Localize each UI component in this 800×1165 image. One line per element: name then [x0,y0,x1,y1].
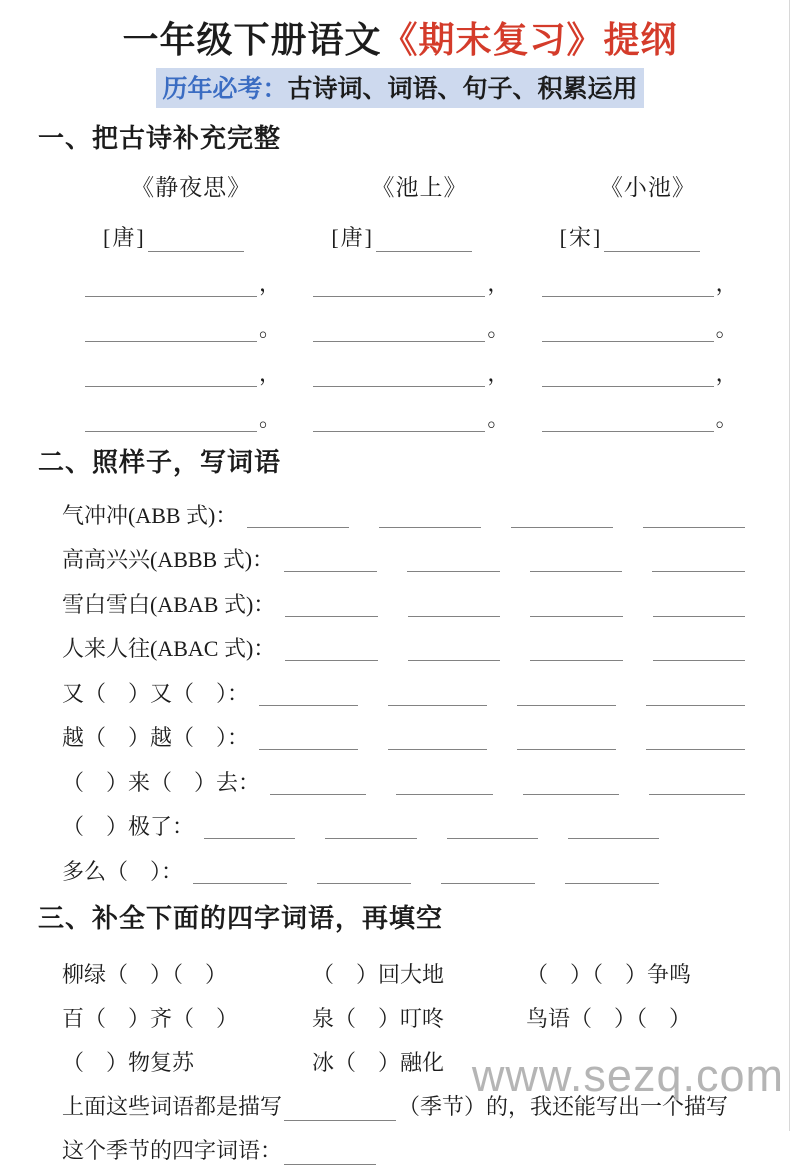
sentence-text: 这个季节的四字词语： [62,1137,283,1163]
poem-title: 《小池》 [599,175,696,200]
line-punctuation: ， [487,271,510,296]
word-row-abac [62,621,745,666]
answer-blanks [259,685,745,710]
poem-line [313,387,525,432]
dynasty-label: [唐] [331,225,374,250]
fill-sentence-line-2 [62,1121,760,1165]
line-punctuation: 。 [259,316,282,341]
poem-blank-line [313,272,485,297]
word-blank-line [284,1144,376,1165]
sentence-text: （季节）的，我还能写出一个描写 [398,1093,729,1119]
answer-blank-line [379,507,481,528]
answer-blank-line [193,863,287,884]
phrase-row [62,945,760,989]
word-row-label: 越（ ）越（ ）： [62,725,250,750]
poem-blank-line [85,317,257,342]
poems-grid [85,169,754,432]
poem-blank-line [542,362,714,387]
line-punctuation: ， [487,361,510,386]
answer-blanks [204,818,659,843]
poem-line [542,342,754,387]
answer-blank-line [441,863,535,884]
answer-blank-line [317,863,411,884]
answer-blank-line [388,685,487,706]
answer-blank-line [284,551,377,572]
subtitle-label: 历年必考： [162,76,288,103]
phrase-cell: 柳绿（ ）（ ） [62,961,228,987]
word-row-abab [62,576,745,621]
answer-blanks [193,863,659,888]
answer-blanks [270,774,745,799]
poem-blank-line [313,317,485,342]
poem-blank-line [542,407,714,432]
poem-author-row [331,218,525,252]
word-row-label: 人来人往(ABAC 式)： [62,636,276,661]
answer-blank-line [646,729,745,750]
answer-blank-line [568,818,659,839]
line-punctuation: 。 [715,406,738,431]
answer-blank-line [643,507,745,528]
answer-blank-line [408,596,500,617]
page-title-red: 《期末复习》提纲 [381,20,678,60]
sentence-text: 上面这些词语都是描写 [62,1093,283,1119]
poem-line [85,387,297,432]
answer-blank-line [653,596,745,617]
author-blank-line [604,227,700,252]
poem-line [542,252,754,297]
answer-blank-line [653,640,745,661]
dynasty-label: [宋] [559,225,603,250]
page-title [0,0,800,63]
answer-blank-line [408,640,500,661]
poem-line [313,342,525,387]
answer-blank-line [646,685,745,706]
poem-line [313,252,525,297]
answer-blank-line [511,507,613,528]
poem-blank-line [542,317,714,342]
poem-blank-line [85,407,257,432]
line-punctuation: ， [259,361,282,386]
word-pattern-list [0,487,800,888]
answer-blank-line [523,774,619,795]
answer-blank-line [259,729,358,750]
word-row-you-you [62,665,745,710]
section-1-heading: 一、把古诗补充完整 [38,123,282,153]
answer-blank-line [517,729,616,750]
word-row-label: 高高兴兴(ABBB 式)： [62,547,275,572]
poem-title: 《池上》 [371,175,468,200]
line-punctuation: 。 [487,406,510,431]
phrase-cell: 鸟语（ ）（ ） [526,1005,692,1031]
answer-blank-line [407,551,500,572]
poem-column-xiaochi [542,169,754,432]
poem-blank-line [313,407,485,432]
answer-blank-line [396,774,492,795]
watermark-text: www.sezq.com [471,1050,784,1101]
answer-blank-line [530,640,622,661]
line-punctuation: ， [715,271,738,296]
poem-column-jingyesi [85,169,297,432]
answer-blanks [259,729,745,754]
line-punctuation: 。 [259,406,282,431]
section-3-heading: 三、补全下面的四字词语，再填空 [38,902,444,933]
page-edge-line [789,0,790,1131]
poem-line [85,297,297,342]
word-row-lai-qu [62,754,745,799]
answer-blank-line [388,729,487,750]
answer-blank-line [204,818,295,839]
answer-blank-line [649,774,745,795]
phrase-cell: 百（ ）齐（ ） [62,1005,239,1031]
word-row-label: 多么（ ）： [62,858,184,884]
author-blank-line [376,227,472,252]
phrase-cell: 冰（ ）融化 [312,1049,445,1075]
page-title-black: 一年级下册语文 [122,20,382,60]
word-row-jile [62,799,745,844]
poem-author-row [560,218,754,252]
poem-line [313,297,525,342]
poem-author-row [103,218,297,252]
phrase-cell: （ ）回大地 [312,961,445,987]
answer-blanks [285,596,745,621]
word-row-label: 雪白雪白(ABAB 式)： [62,591,276,617]
answer-blank-line [530,596,622,617]
phrase-row [62,989,760,1033]
word-row-abbb [62,532,745,577]
dynasty-label: [唐] [103,225,146,250]
author-blank-line [148,227,244,252]
answer-blanks [247,507,745,532]
word-row-duome [62,843,745,888]
answer-blank-line [285,596,377,617]
poem-blank-line [85,272,257,297]
answer-blank-line [652,551,745,572]
poem-title: 《静夜思》 [131,175,252,200]
answer-blanks [284,551,745,576]
phrase-cell: （ ）（ ）争鸣 [526,961,692,987]
subtitle-text: 古诗词、词语、句子、积累运用 [287,76,638,103]
word-row-label: 又（ ）又（ ）： [62,680,250,706]
word-row-yue-yue [62,710,745,755]
subtitle-row [0,68,800,108]
answer-blank-line [259,685,358,706]
answer-blank-line [247,507,349,528]
answer-blank-line [530,551,623,572]
poem-line [542,387,754,432]
answer-blank-line [447,818,538,839]
line-punctuation: ， [715,361,738,386]
answer-blanks [285,640,745,665]
word-row-label: （ ）来（ ）去： [62,769,261,795]
poem-blank-line [313,362,485,387]
line-punctuation: ， [259,271,282,296]
phrase-cell: （ ）物复苏 [62,1049,195,1075]
answer-blank-line [517,685,616,706]
answer-blank-line [565,863,659,884]
answer-blank-line [325,818,416,839]
line-punctuation: 。 [487,316,510,341]
phrase-cell: 泉（ ）叮咚 [312,1005,445,1031]
poem-column-chishang [313,169,525,432]
section-2-heading: 二、照样子，写词语 [38,447,282,477]
subtitle-highlight [156,68,643,108]
poem-line [85,342,297,387]
answer-blank-line [270,774,366,795]
word-row-label: 气冲冲(ABB 式)： [62,502,238,528]
poem-line [85,252,297,297]
word-row-abb [62,487,745,532]
poem-line [542,297,754,342]
poem-blank-line [85,362,257,387]
answer-blank-line [285,640,377,661]
line-punctuation: 。 [715,316,738,341]
poem-blank-line [542,272,714,297]
word-row-label: （ ）极了： [62,814,195,839]
season-blank-line [284,1100,396,1121]
